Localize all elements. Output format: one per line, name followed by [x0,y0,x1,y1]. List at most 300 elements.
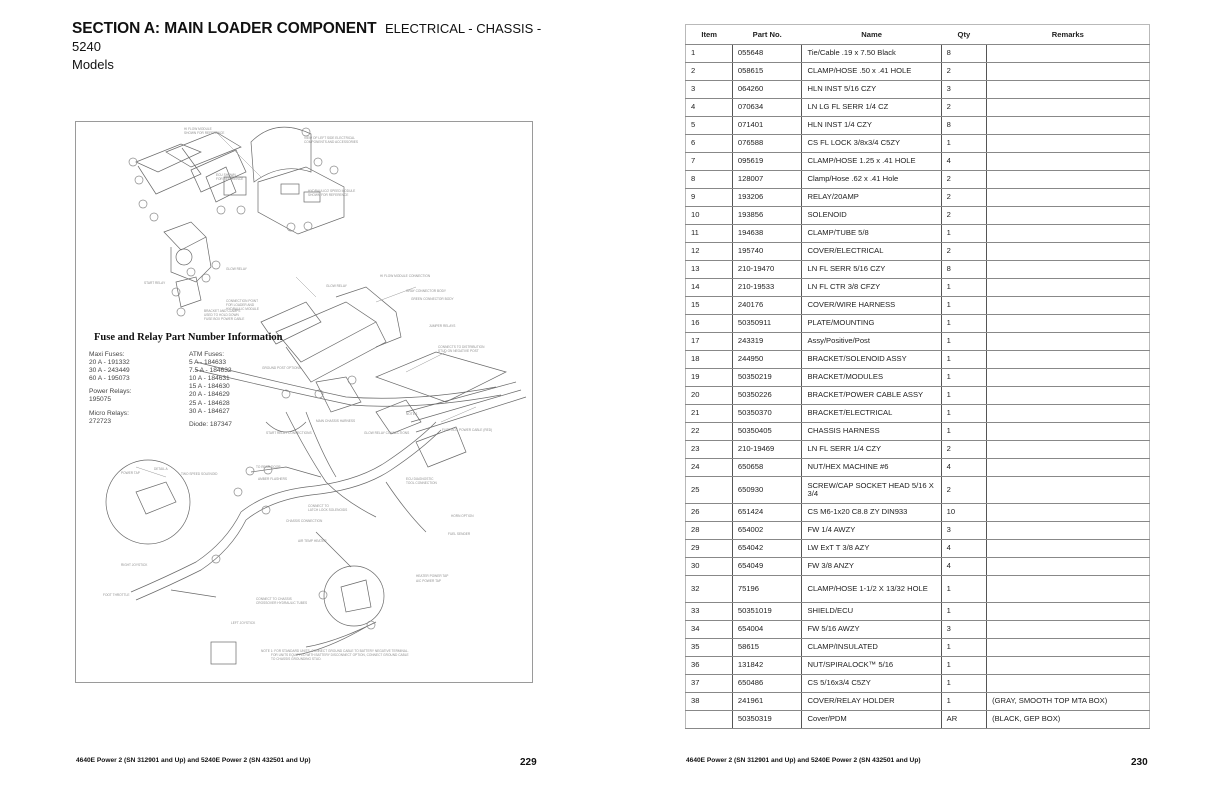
cell-name: PLATE/MOUNTING [802,315,941,333]
atm-fuse-item: 15 A - 184630 [189,383,230,391]
table-row [686,261,1150,279]
cell-item: 2 [686,63,733,81]
cell-qty: 4 [941,153,986,171]
cell-remarks [987,171,1150,189]
cell-part-no: 50350911 [732,315,802,333]
table-row [686,189,1150,207]
table-row [686,171,1150,189]
cell-qty: 4 [941,540,986,558]
cell-remarks [987,387,1150,405]
table-row [686,99,1150,117]
table-row [686,540,1150,558]
cell-item: 28 [686,522,733,540]
cell-item: 17 [686,333,733,351]
svg-text:GREEN CONNECTOR BODY: GREEN CONNECTOR BODY [411,297,454,301]
svg-text:USED TO HOLD DOWN: USED TO HOLD DOWN [204,313,239,317]
svg-text:HORN OPTION: HORN OPTION [451,514,474,518]
header-remarks: Remarks [987,25,1150,45]
cell-part-no: 193206 [732,189,802,207]
svg-text:FUSE BOX POWER CABLE: FUSE BOX POWER CABLE [204,317,245,321]
svg-text:CONNECTS TO DISTRIBUTION: CONNECTS TO DISTRIBUTION [438,345,485,349]
cell-remarks [987,81,1150,99]
cell-item: 1 [686,45,733,63]
table-row [686,45,1150,63]
cell-remarks [987,279,1150,297]
cell-part-no: 50350405 [732,423,802,441]
cell-name: BRACKET/ELECTRICAL [802,405,941,423]
cell-name: CLAMP/TUBE 5/8 [802,225,941,243]
svg-text:JUMPER RELAYS: JUMPER RELAYS [429,324,456,328]
svg-text:LATCH LOCK SOLENOIDS: LATCH LOCK SOLENOIDS [308,508,348,512]
cell-part-no: 095619 [732,153,802,171]
cell-remarks [987,315,1150,333]
cell-part-no: 195740 [732,243,802,261]
cell-item: 4 [686,99,733,117]
cell-part-no: 244950 [732,351,802,369]
cell-qty: 2 [941,441,986,459]
cell-qty: 2 [941,63,986,81]
cell-item: 22 [686,423,733,441]
cell-name: BRACKET/MODULES [802,369,941,387]
cell-name: CLAMP/HOSE .50 x .41 HOLE [802,63,941,81]
cell-name: LN FL SERR 1/4 CZY [802,441,941,459]
table-row [686,297,1150,315]
atm-fuse-item: 30 A - 184627 [189,407,230,415]
table-row [686,576,1150,603]
cell-item: 20 [686,387,733,405]
cell-item: 7 [686,153,733,171]
table-row [686,315,1150,333]
page-number: 230 [1131,757,1148,768]
svg-text:SHOWN FOR REFERENCE: SHOWN FOR REFERENCE [308,193,349,197]
cell-name: SHIELD/ECU [802,603,941,621]
cell-qty: 8 [941,117,986,135]
table-row [686,477,1150,504]
cell-name: CHASSIS HARNESS [802,423,941,441]
cell-item: 36 [686,657,733,675]
cell-name: CS M6-1x20 C8.8 ZY DIN933 [802,504,941,522]
svg-text:AMBER FLASHERS: AMBER FLASHERS [258,477,288,481]
cell-item: 26 [686,504,733,522]
cell-qty: AR [941,711,986,729]
cell-part-no: 650930 [732,477,802,504]
cell-qty: 1 [941,135,986,153]
cell-name: SOLENOID [802,207,941,225]
table-row [686,279,1150,297]
cell-remarks [987,225,1150,243]
cell-item: 37 [686,675,733,693]
cell-remarks [987,441,1150,459]
cell-name: CLAMP/INSULATED [802,639,941,657]
table-row [686,522,1150,540]
cell-part-no: 128007 [732,171,802,189]
cell-remarks [987,423,1150,441]
svg-text:CONNECT TO CHASSIS: CONNECT TO CHASSIS [256,597,292,601]
cell-name: COVER/WIRE HARNESS [802,297,941,315]
cell-part-no: 654049 [732,558,802,576]
cell-remarks [987,189,1150,207]
cell-remarks [987,261,1150,279]
table-row [686,558,1150,576]
cell-qty: 1 [941,675,986,693]
table-row [686,621,1150,639]
cell-name: FW 1/4 AWZY [802,522,941,540]
cell-name: BRACKET/POWER CABLE ASSY [802,387,941,405]
table-row [686,369,1150,387]
cell-qty: 1 [941,693,986,711]
cell-part-no: 243319 [732,333,802,351]
cell-remarks [987,477,1150,504]
cell-part-no: 50351019 [732,603,802,621]
cell-item: 21 [686,405,733,423]
table-row [686,657,1150,675]
cell-item: 15 [686,297,733,315]
cell-name: CS FL LOCK 3/8x3/4 C5ZY [802,135,941,153]
cell-remarks [987,504,1150,522]
cell-remarks [987,558,1150,576]
cell-item: 29 [686,540,733,558]
svg-text:SHOWN FOR REFERENCE: SHOWN FOR REFERENCE [184,131,225,135]
svg-text:FUSE BOX POWER CABLE (RED): FUSE BOX POWER CABLE (RED) [442,428,493,432]
cell-part-no: 210-19470 [732,261,802,279]
header-qty: Qty [941,25,986,45]
cell-part-no: 58615 [732,639,802,657]
header-name: Name [802,25,941,45]
page-title [72,20,552,74]
cell-name: RELAY/20AMP [802,189,941,207]
section-subtitle: ELECTRICAL - CHASSIS - 5240 [72,21,542,54]
table-row [686,117,1150,135]
cell-remarks [987,369,1150,387]
cell-part-no: 210-19533 [732,279,802,297]
table-row [686,639,1150,657]
table-header-row [686,25,1150,45]
svg-text:GLOW RELAY: GLOW RELAY [226,267,247,271]
table-row [686,693,1150,711]
cell-name: BRACKET/SOLENOID ASSY [802,351,941,369]
cell-part-no: 241961 [732,693,802,711]
cell-qty: 2 [941,243,986,261]
cell-part-no: 654004 [732,621,802,639]
cell-qty: 1 [941,225,986,243]
parts-list-table [685,24,1150,729]
page-number: 229 [520,757,537,768]
cell-remarks: (BLACK, GEP BOX) [987,711,1150,729]
svg-text:FOOT THROTTLE: FOOT THROTTLE [103,593,130,597]
svg-text:GRAY CONNECTOR BODY: GRAY CONNECTOR BODY [406,289,447,293]
cell-part-no: 650486 [732,675,802,693]
cell-qty: 1 [941,369,986,387]
svg-text:CONNECTION POINT: CONNECTION POINT [226,299,259,303]
power-relays-label: Power Relays: [89,388,132,396]
svg-text:CROSSOVER HYDRAULIC TUBES: CROSSOVER HYDRAULIC TUBES [256,601,308,605]
cell-name: NUT/SPIRALOCK™ 5/16 [802,657,941,675]
table-row [686,423,1150,441]
cell-part-no: 064260 [732,81,802,99]
svg-text:ECU DIAGNOSTIC: ECU DIAGNOSTIC [406,477,434,481]
cell-name: Cover/PDM [802,711,941,729]
cell-item: 34 [686,621,733,639]
cell-qty: 1 [941,423,986,441]
svg-text:HI FLOW MODULE CONNECTION: HI FLOW MODULE CONNECTION [380,274,431,278]
cell-part-no: 210-19469 [732,441,802,459]
footer-model-info: 4640E Power 2 (SN 312901 and Up) and 5240E Power 2 (SN 432501 and Up) [686,757,921,764]
cell-remarks [987,405,1150,423]
svg-text:NOTE 1: FOR STANDARD UNITS, CO: NOTE 1: FOR STANDARD UNITS, CONNECT GROUND CABLE TO BATTERY NEGATIVE TERMINAL. [261,649,409,653]
cell-item: 3 [686,81,733,99]
svg-text:START RELAY: START RELAY [144,281,166,285]
table-row [686,459,1150,477]
section-subtitle-line2: Models [72,57,114,72]
cell-part-no: 071401 [732,117,802,135]
cell-qty: 2 [941,189,986,207]
cell-remarks [987,603,1150,621]
cell-part-no: 193856 [732,207,802,225]
cell-item: 32 [686,576,733,603]
section-title: SECTION A: MAIN LOADER COMPONENT [72,20,377,37]
svg-text:DETAIL A: DETAIL A [154,467,168,471]
cell-part-no: 50350370 [732,405,802,423]
cell-name: LW ExT T 3/8 AZY [802,540,941,558]
cell-part-no: 50350226 [732,387,802,405]
atm-fuse-item: 20 A - 184629 [189,391,230,399]
atm-fuse-item: 10 A - 184631 [189,375,230,383]
cell-name: LN FL CTR 3/8 CFZY [802,279,941,297]
cell-remarks [987,576,1150,603]
table-row [686,675,1150,693]
fuse-relay-info-panel [89,332,289,429]
cell-item [686,711,733,729]
cell-name: FW 5/16 AWZY [802,621,941,639]
maxi-fuse-item: 60 A - 195073 [89,375,130,383]
cell-name: CLAMP/HOSE 1.25 x .41 HOLE [802,153,941,171]
cell-remarks [987,621,1150,639]
cell-name: COVER/RELAY HOLDER [802,693,941,711]
cell-remarks [987,117,1150,135]
cell-name: HLN INST 5/16 CZY [802,81,941,99]
cell-qty: 4 [941,459,986,477]
table-row [686,225,1150,243]
maxi-fuse-item: 20 A - 191332 [89,359,130,367]
svg-text:A/C POWER TAP: A/C POWER TAP [416,579,442,583]
cell-remarks [987,522,1150,540]
svg-text:HYDRAULIC MODULE: HYDRAULIC MODULE [226,307,259,311]
cell-part-no: 651424 [732,504,802,522]
cell-item: 25 [686,477,733,504]
cell-item: 9 [686,189,733,207]
svg-text:AIR TEMP HEATER: AIR TEMP HEATER [298,539,327,543]
svg-text:CONNECT TO: CONNECT TO [308,504,329,508]
cell-qty: 2 [941,171,986,189]
cell-remarks [987,657,1150,675]
cell-item: 24 [686,459,733,477]
table-row [686,81,1150,99]
cell-item: 6 [686,135,733,153]
cell-qty: 1 [941,297,986,315]
cell-name: HLN INST 1/4 CZY [802,117,941,135]
table-row [686,441,1150,459]
cell-part-no: 240176 [732,297,802,315]
cell-part-no: 194638 [732,225,802,243]
fuse-relay-title: Fuse and Relay Part Number Information [94,332,283,343]
cell-name: SCREW/CAP SOCKET HEAD 5/16 X 3/4 [802,477,941,504]
table-row [686,243,1150,261]
cell-part-no: 50350219 [732,369,802,387]
cell-qty: 8 [941,45,986,63]
cell-qty: 2 [941,477,986,504]
svg-text:FUEL SENDER: FUEL SENDER [448,532,471,536]
cell-part-no: 055648 [732,45,802,63]
cell-remarks [987,351,1150,369]
table-row [686,63,1150,81]
svg-text:MAIN CHASSIS HARNESS: MAIN CHASSIS HARNESS [316,419,356,423]
cell-part-no: 058615 [732,63,802,81]
atm-fuse-item: 25 A - 184628 [189,399,230,407]
cell-qty: 1 [941,279,986,297]
atm-fuse-item: 5 A - 184633 [189,359,227,367]
cell-item: 12 [686,243,733,261]
cell-qty: 3 [941,522,986,540]
cell-qty: 10 [941,504,986,522]
cell-item: 10 [686,207,733,225]
table-row [686,504,1150,522]
svg-text:VIEW OF LEFT SIDE ELECTRICAL: VIEW OF LEFT SIDE ELECTRICAL [304,136,355,140]
svg-text:BRACKET AND CLAMPS: BRACKET AND CLAMPS [204,309,241,313]
cell-remarks [987,675,1150,693]
table-row [686,153,1150,171]
diode-part: Diode: 187347 [189,420,232,428]
cell-item: 23 [686,441,733,459]
svg-text:POWER TAP: POWER TAP [121,471,140,475]
svg-text:TO CHASSIS GROUNDING STUD.: TO CHASSIS GROUNDING STUD. [271,657,322,661]
fuse-column-right [189,351,289,429]
cell-qty: 4 [941,558,986,576]
maxi-fuse-item: 30 A - 243449 [89,367,130,375]
cell-qty: 1 [941,405,986,423]
cell-remarks [987,297,1150,315]
cell-qty: 1 [941,657,986,675]
cell-item: 16 [686,315,733,333]
cell-name: Clamp/Hose .62 x .41 Hole [802,171,941,189]
cell-remarks [987,540,1150,558]
atm-fuses-label: ATM Fuses: [189,351,225,358]
fuse-column-left [89,351,189,429]
cell-remarks [987,243,1150,261]
cell-item: 19 [686,369,733,387]
cell-item: 38 [686,693,733,711]
table-row [686,387,1150,405]
cell-item: 8 [686,171,733,189]
svg-text:ECU SHOWN: ECU SHOWN [216,173,236,177]
cell-name: Tie/Cable .19 x 7.50 Black [802,45,941,63]
footer-model-info: 4640E Power 2 (SN 312901 and Up) and 5240E Power 2 (SN 432501 and Up) [76,757,311,764]
svg-text:COMPONENTS AND ACCESSORIES: COMPONENTS AND ACCESSORIES [304,140,359,144]
cell-remarks: (GRAY, SMOOTH TOP MTA BOX) [987,693,1150,711]
cell-qty: 3 [941,621,986,639]
cell-qty: 8 [941,261,986,279]
atm-fuse-item: 7.5 A - 184632 [189,367,232,375]
cell-qty: 1 [941,315,986,333]
cell-part-no: 076588 [732,135,802,153]
cell-part-no: 654042 [732,540,802,558]
svg-text:TWO SPEED SOLENOID: TWO SPEED SOLENOID [181,472,218,476]
svg-text:FOR LOADER AND: FOR LOADER AND [226,303,255,307]
cell-remarks [987,45,1150,63]
micro-relay-item: 272723 [89,417,112,425]
cell-name: Assy/Positive/Post [802,333,941,351]
table-row [686,405,1150,423]
cell-qty: 1 [941,603,986,621]
cell-part-no: 131842 [732,657,802,675]
cell-part-no: 50350319 [732,711,802,729]
cell-part-no: 650658 [732,459,802,477]
svg-text:GROUND POST OPTIONS: GROUND POST OPTIONS [262,366,301,370]
cell-qty: 1 [941,576,986,603]
cell-qty: 1 [941,351,986,369]
cell-remarks [987,99,1150,117]
cell-qty: 1 [941,387,986,405]
cell-item: 18 [686,351,733,369]
cell-item: 5 [686,117,733,135]
cell-remarks [987,135,1150,153]
cell-item: 33 [686,603,733,621]
cell-item: 30 [686,558,733,576]
table-row [686,333,1150,351]
cell-item: 13 [686,261,733,279]
maxi-fuses-label: Maxi Fuses: [89,351,125,358]
cell-name: LN LG FL SERR 1/4 CZ [802,99,941,117]
cell-remarks [987,333,1150,351]
cell-name: FW 3/8 ANZY [802,558,941,576]
cell-part-no: 654002 [732,522,802,540]
svg-text:RIGHT JOYSTICK: RIGHT JOYSTICK [121,563,148,567]
cell-name: COVER/ELECTRICAL [802,243,941,261]
svg-text:START RELAY CONNECTIONS: START RELAY CONNECTIONS [266,431,312,435]
svg-text:HEATER POWER TAP: HEATER POWER TAP [416,574,449,578]
svg-text:NOTE 1: NOTE 1 [406,412,418,416]
svg-text:GLOW RELAY CONNECTIONS: GLOW RELAY CONNECTIONS [364,431,410,435]
svg-text:FOR UNITS EQUIPPED WITH BATTER: FOR UNITS EQUIPPED WITH BATTERY DISCONNECT OPTION, CONNECT GROUND CABLE [271,653,409,657]
cell-part-no: 75196 [732,576,802,603]
cell-item: 35 [686,639,733,657]
cell-item: 14 [686,279,733,297]
cell-name: NUT/HEX MACHINE #6 [802,459,941,477]
svg-text:CHASSIS CONNECTION: CHASSIS CONNECTION [286,519,323,523]
cell-qty: 1 [941,333,986,351]
svg-text:FOR REFERENCE: FOR REFERENCE [216,177,244,181]
cell-name: LN FL SERR 5/16 CZY [802,261,941,279]
cell-name: CS 5/16x3/4 C5ZY [802,675,941,693]
svg-text:TO REAR DOOR: TO REAR DOOR [256,465,281,469]
exploded-parts-diagram [75,121,533,683]
cell-remarks [987,459,1150,477]
micro-relays-label: Micro Relays: [89,409,129,417]
cell-qty: 2 [941,207,986,225]
cell-qty: 1 [941,639,986,657]
cell-name: CLAMP/HOSE 1-1/2 X 13/32 HOLE [802,576,941,603]
header-part-no: Part No. [732,25,802,45]
cell-qty: 3 [941,81,986,99]
svg-text:STUD ON NEGATIVE POST: STUD ON NEGATIVE POST [438,349,479,353]
table-row [686,603,1150,621]
svg-text:HYDRAULIC/2 SPEED MODULE: HYDRAULIC/2 SPEED MODULE [308,189,356,193]
cell-part-no: 070634 [732,99,802,117]
svg-text:HI FLOW MODULE: HI FLOW MODULE [184,127,212,131]
svg-text:TOOL CONNECTION: TOOL CONNECTION [406,481,437,485]
svg-text:GLOW RELAY: GLOW RELAY [326,284,347,288]
table-row [686,351,1150,369]
table-row [686,207,1150,225]
